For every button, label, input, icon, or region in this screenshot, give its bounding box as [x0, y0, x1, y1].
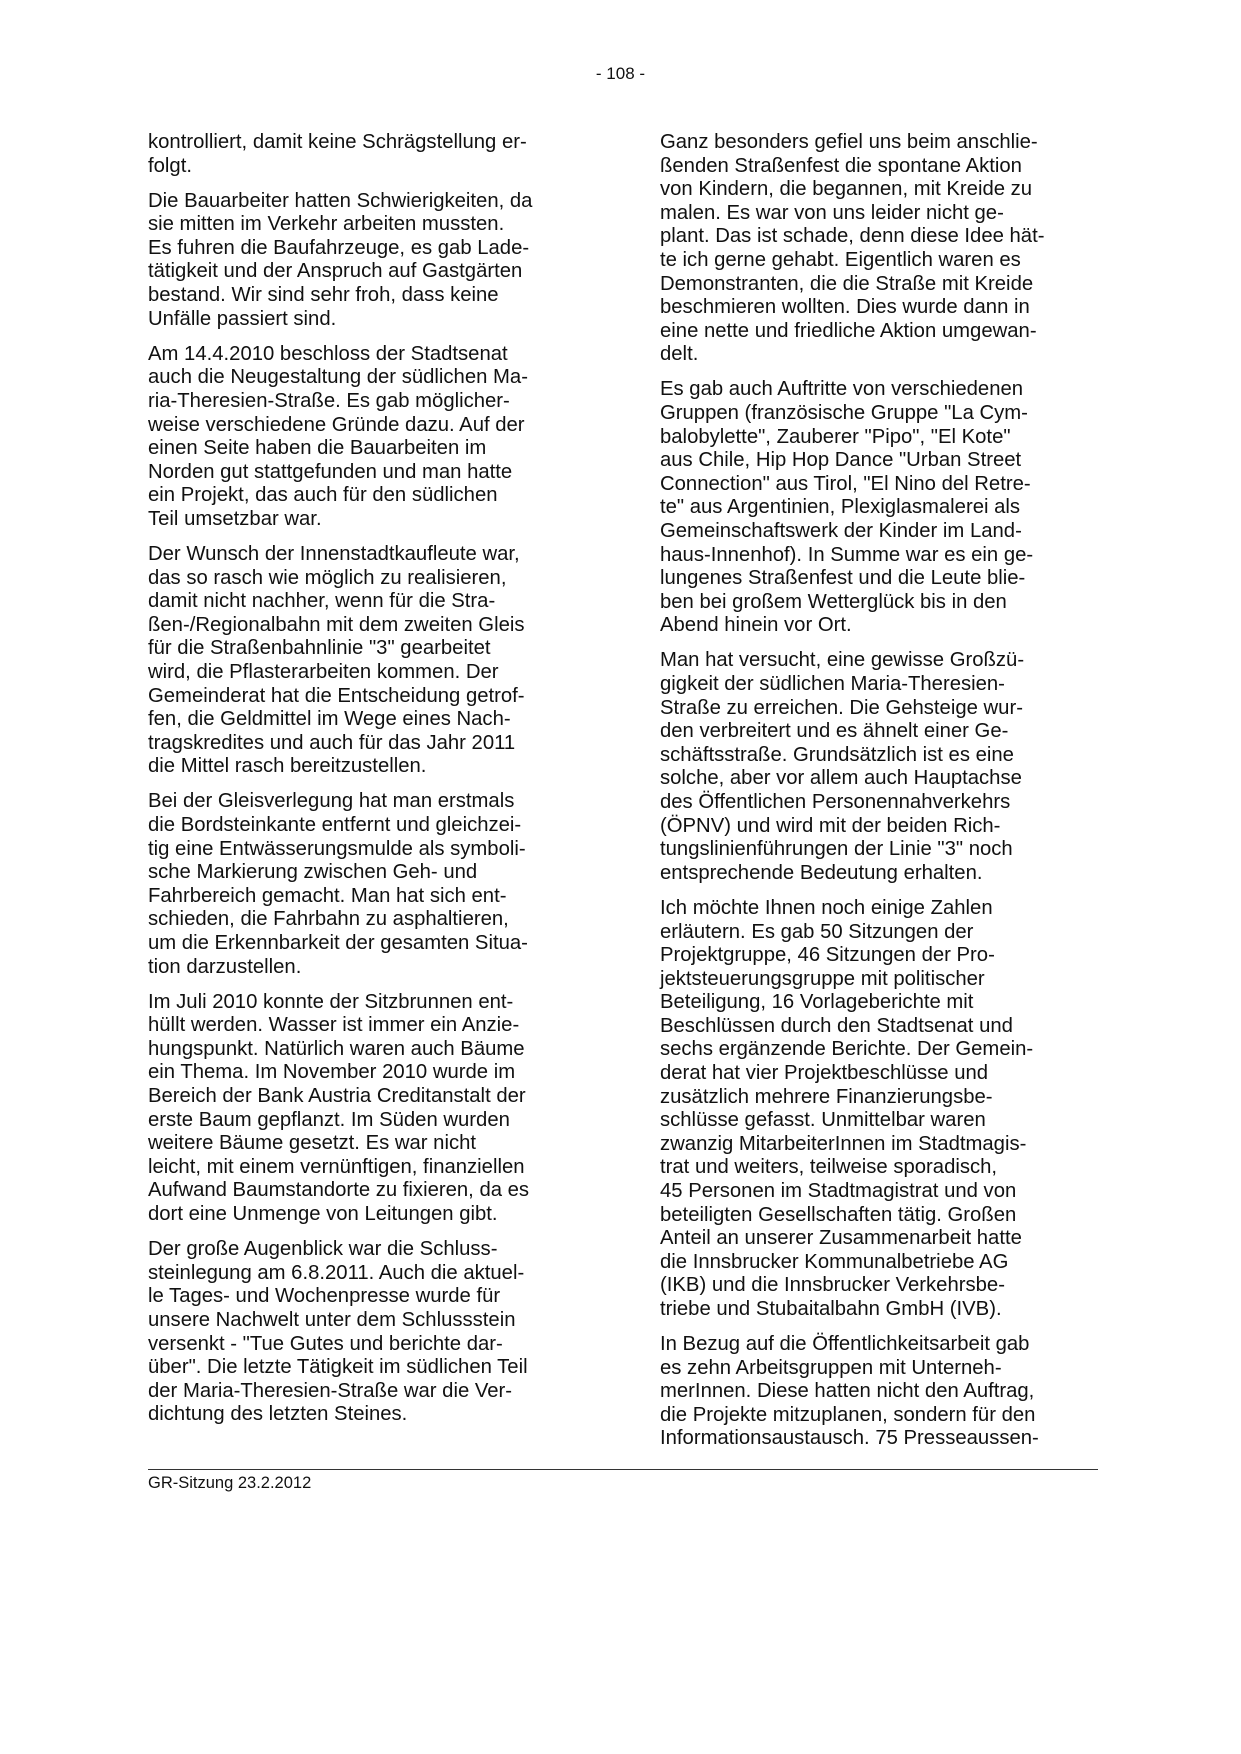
text-line: Die Bauarbeiter hatten Schwierigkeiten, da [148, 189, 533, 212]
text-line: Ich möchte Ihnen noch einige Zahlen [660, 896, 993, 919]
text-line: Es gab auch Auftritte von verschiedenen [660, 378, 1024, 401]
text-line: Unfälle passiert sind. [148, 307, 337, 330]
text-line: kontrolliert, damit keine Schrägstellung er- [148, 131, 527, 153]
text-line: beteiligten Gesellschaften tätig. Großen [660, 1203, 1017, 1226]
text-line: für die Straßenbahnlinie "3" gearbeitet [148, 637, 491, 660]
paragraph [660, 131, 1110, 367]
text-line: merInnen. Diese hatten nicht den Auftrag, [660, 1380, 1035, 1403]
text-line: schieden, die Fahrbahn zu asphaltieren, [148, 908, 509, 931]
text-line: damit nicht nachher, wenn für die Stra- [148, 590, 496, 613]
text-line: ein Thema. Im November 2010 wurde im [148, 1061, 516, 1084]
text-line: haus-Innenhof). In Summe war es ein ge- [660, 543, 1034, 566]
right-column [660, 131, 1110, 1463]
text-line: wird, die Pflasterarbeiten kommen. Der [148, 660, 499, 683]
text-line: entsprechende Bedeutung erhalten. [660, 861, 983, 884]
text-line: um die Erkennbarkeit der gesamten Situa- [148, 932, 528, 954]
text-line: plant. Das ist schade, denn diese Idee hät- [660, 225, 1045, 248]
text-line: leicht, mit einem vernünftigen, finanziellen [148, 1155, 525, 1178]
text-line: malen. Es war von uns leider nicht ge- [660, 201, 1004, 224]
text-line: Gemeinschaftswerk der Kinder im Land- [660, 520, 1022, 542]
text-line: Straße zu erreichen. Die Gehsteige wur- [660, 696, 1023, 719]
text-line: aus Chile, Hip Hop Dance "Urban Street [660, 449, 1022, 472]
text-line: erste Baum gepflanzt. Im Süden wurden [148, 1108, 510, 1131]
text-line: Anteil an unserer Zusammenarbeit hatte [660, 1227, 1022, 1250]
text-line: Norden gut stattgefunden und man hatte [148, 460, 513, 483]
text-line: über". Die letzte Tätigkeit im südlichen Teil [148, 1356, 528, 1379]
text-line: jektsteuerungsgruppe mit politischer [660, 967, 985, 990]
text-line: Beschlüssen durch den Stadtsenat und [660, 1014, 1013, 1037]
paragraph [660, 378, 1110, 638]
text-line: es zehn Arbeitsgruppen mit Unterneh- [660, 1356, 1002, 1379]
text-line: Der Wunsch der Innenstadtkaufleute war, [148, 543, 520, 565]
text-line: sche Markierung zwischen Geh- und [148, 861, 478, 884]
text-line: 45 Personen im Stadtmagistrat und von [660, 1180, 1017, 1203]
paragraph [148, 543, 598, 779]
text-line: bestand. Wir sind sehr froh, dass keine [148, 284, 499, 307]
text-line: den verbreitert und es ähnelt einer Ge- [660, 720, 1009, 743]
paragraph [148, 190, 598, 332]
text-line: solche, aber vor allem auch Hauptachse [660, 767, 1022, 790]
text-line: Gemeinderat hat die Entscheidung getrof- [148, 684, 525, 707]
text-line: gigkeit der südlichen Maria-Theresien- [660, 673, 1005, 696]
paragraph [148, 343, 598, 532]
text-line: dort eine Unmenge von Leitungen gibt. [148, 1203, 498, 1226]
text-line: fen, die Geldmittel im Wege eines Nach- [148, 708, 511, 731]
paragraph [148, 991, 598, 1227]
text-line: dichtung des letzten Steines. [148, 1403, 408, 1426]
text-line: Im Juli 2010 konnte der Sitzbrunnen ent- [148, 990, 514, 1013]
text-line: des Öffentlichen Personennahverkehrs [660, 791, 1011, 814]
text-line: tungslinienführungen der Linie "3" noch [660, 838, 1013, 861]
text-line: hungspunkt. Natürlich waren auch Bäume [148, 1037, 525, 1060]
text-line: ßen-/Regionalbahn mit dem zweiten Gleis [148, 613, 525, 636]
text-line: Connection" aus Tirol, "El Nino del Retre- [660, 472, 1031, 495]
footer-divider [148, 1469, 1098, 1470]
text-line: Am 14.4.2010 beschloss der Stadtsenat [148, 342, 508, 365]
paragraph [660, 1333, 1110, 1451]
text-line: tion darzustellen. [148, 955, 302, 978]
text-line: te" aus Argentinien, Plexiglasmalerei als [660, 496, 1021, 519]
text-line: das so rasch wie möglich zu realisieren, [148, 566, 507, 589]
text-line: die Mittel rasch bereitzustellen. [148, 755, 427, 778]
text-line: auch die Neugestaltung der südlichen Ma- [148, 366, 528, 389]
text-line: trat und weiters, teilweise sporadisch, [660, 1156, 998, 1179]
page-number: - 108 - [595, 64, 646, 83]
text-line: Fahrbereich gemacht. Man hat sich ent- [148, 884, 507, 907]
text-line: (IKB) und die Innsbrucker Verkehrsbe- [660, 1274, 1005, 1297]
text-line: triebe und Stubaitalbahn GmbH (IVB). [660, 1298, 1002, 1320]
text-line: tätigkeit und der Anspruch auf Gastgärten [148, 260, 523, 283]
text-line: Informationsaustausch. 75 Presseaussen- [660, 1427, 1039, 1450]
text-line: Man hat versucht, eine gewisse Großzü- [660, 649, 1025, 672]
text-line: schlüsse gefasst. Unmittelbar waren [660, 1109, 986, 1132]
text-line: folgt. [148, 154, 192, 177]
text-line: eine nette und friedliche Aktion umgewan- [660, 319, 1037, 342]
text-line: Abend hinein vor Ort. [660, 614, 852, 637]
left-column [148, 131, 598, 1438]
paragraph [148, 790, 598, 979]
paragraph [660, 649, 1110, 885]
text-line: ßenden Straßenfest die spontane Aktion [660, 154, 1022, 177]
text-line: Aufwand Baumstandorte zu fixieren, da es [148, 1179, 530, 1202]
text-line: Demonstranten, die die Straße mit Kreide [660, 272, 1034, 295]
text-line: einen Seite haben die Bauarbeiten im [148, 437, 487, 460]
text-line: ein Projekt, das auch für den südlichen [148, 484, 498, 507]
text-line: steinlegung am 6.8.2011. Auch die aktuel- [148, 1261, 525, 1284]
text-line: die Bordsteinkante entfernt und gleichzei- [148, 814, 522, 837]
text-line: Ganz besonders gefiel uns beim anschlie- [660, 131, 1038, 153]
text-line: Projektgruppe, 46 Sitzungen der Pro- [660, 944, 995, 967]
text-line: lungenes Straßenfest und die Leute blie- [660, 567, 1026, 590]
text-line: Beteiligung, 16 Vorlageberichte mit [660, 991, 974, 1014]
text-line: ria-Theresien-Straße. Es gab möglicher- [148, 389, 510, 412]
text-line: zwanzig MitarbeiterInnen im Stadtmagis- [660, 1132, 1027, 1155]
text-line: die Projekte mitzuplanen, sondern für den [660, 1403, 1036, 1426]
text-line: ben bei großem Wetterglück bis in den [660, 590, 1007, 613]
paragraph [148, 1238, 598, 1427]
paragraph [660, 897, 1110, 1322]
text-line: Es fuhren die Baufahrzeuge, es gab Lade- [148, 236, 530, 259]
text-line: Der große Augenblick war die Schluss- [148, 1238, 498, 1261]
text-line: Bei der Gleisverlegung hat man erstmals [148, 790, 515, 813]
text-line: erläutern. Es gab 50 Sitzungen der [660, 920, 974, 943]
text-line: delt. [660, 343, 699, 366]
text-line: tragskredites und auch für das Jahr 2011 [148, 731, 516, 754]
text-line: le Tages- und Wochenpresse wurde für [148, 1285, 501, 1308]
text-line: unsere Nachwelt unter dem Schlussstein [148, 1308, 516, 1331]
text-line: weitere Bäume gesetzt. Es war nicht [148, 1132, 477, 1155]
text-line: sechs ergänzende Berichte. Der Gemein- [660, 1038, 1034, 1061]
footer-text: GR-Sitzung 23.2.2012 [148, 1474, 312, 1492]
text-line: versenkt - "Tue Gutes und berichte dar- [148, 1332, 503, 1355]
text-line: In Bezug auf die Öffentlichkeitsarbeit gab [660, 1333, 1030, 1356]
text-line: te ich gerne gehabt. Eigentlich waren es [660, 248, 1021, 271]
text-line: zusätzlich mehrere Finanzierungsbe- [660, 1085, 993, 1108]
text-line: tig eine Entwässerungsmulde als symboli- [148, 837, 526, 860]
text-line: balobylette", Zauberer "Pipo", "El Kote" [660, 425, 1011, 448]
text-line: (ÖPNV) und wird mit der beiden Rich- [660, 814, 1001, 837]
text-line: Teil umsetzbar war. [148, 507, 322, 530]
paragraph [148, 131, 598, 178]
text-line: hüllt werden. Wasser ist immer ein Anzie- [148, 1014, 520, 1037]
text-line: Bereich der Bank Austria Creditanstalt der [148, 1085, 526, 1108]
text-line: beschmieren wollten. Dies wurde dann in [660, 296, 1030, 319]
text-line: derat hat vier Projektbeschlüsse und [660, 1062, 989, 1085]
text-line: die Innsbrucker Kommunalbetriebe AG [660, 1250, 1009, 1273]
text-line: Gruppen (französische Gruppe "La Cym- [660, 402, 1028, 425]
text-line: weise verschiedene Gründe dazu. Auf der [148, 413, 525, 436]
text-line: schäftsstraße. Grundsätzlich ist es eine [660, 743, 1014, 766]
text-line: der Maria-Theresien-Straße war die Ver- [148, 1379, 513, 1402]
text-line: von Kindern, die begannen, mit Kreide zu [660, 178, 1033, 201]
text-line: sie mitten im Verkehr arbeiten mussten. [148, 213, 505, 236]
